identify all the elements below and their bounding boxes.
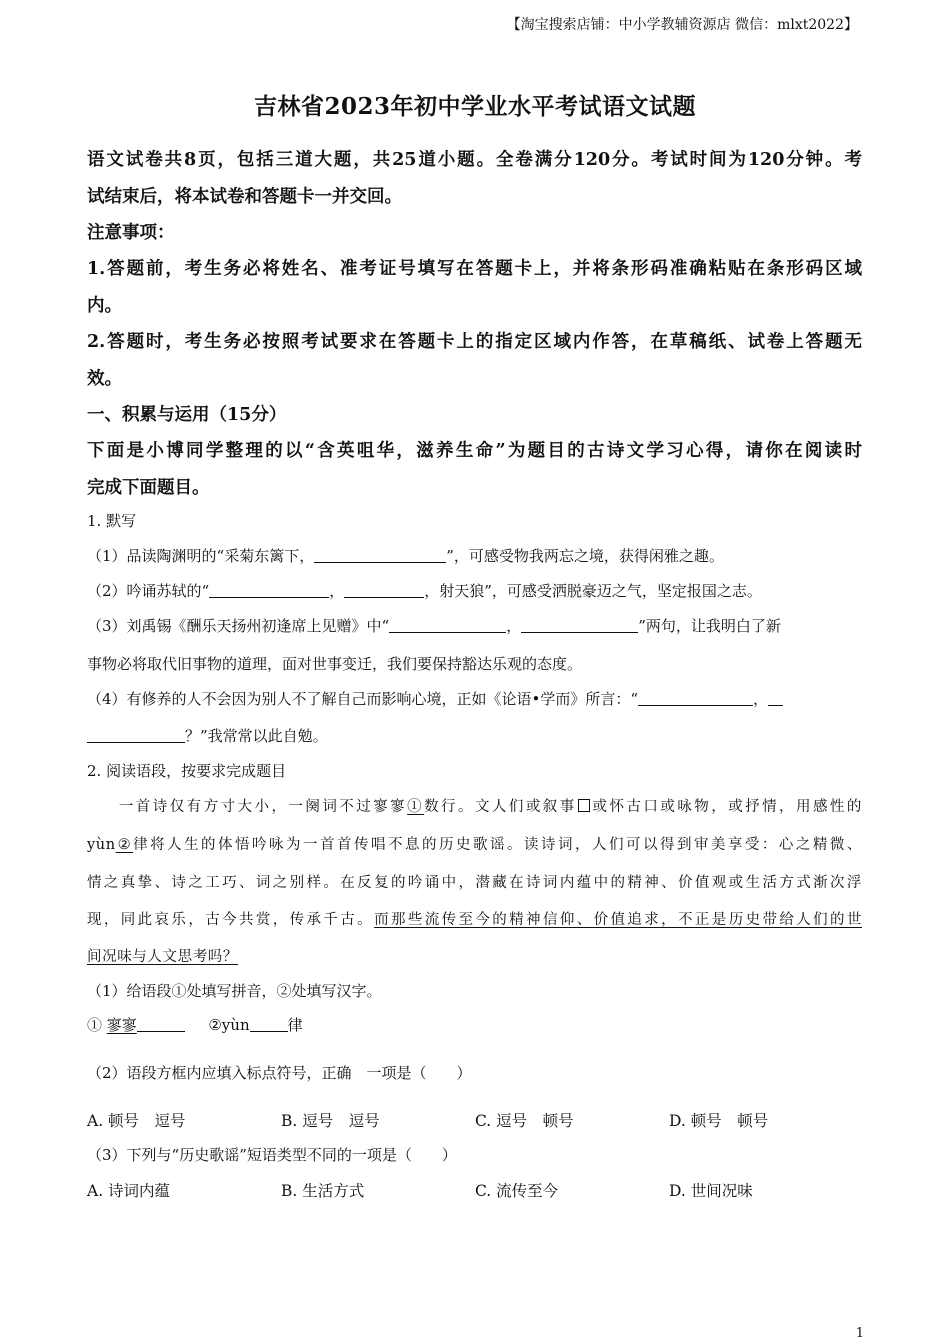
answer-1-word: 寥寥 xyxy=(106,1016,137,1034)
q1-sub4-blank-2b[interactable] xyxy=(87,727,185,743)
section-1-heading: 一、积累与运用（15分） xyxy=(87,405,287,425)
q1-heading: 1. 默写 xyxy=(87,512,137,530)
note-2-line-1: 2.答题时，考生务必按照考试要求在答题卡上的指定区域内作答，在草稿纸、试卷上答题无 xyxy=(87,332,862,352)
q1-sub4-pre: （4）有修养的人不会因为别人不了解自己而影响心境，正如《论语•学而》所言：“ xyxy=(87,690,639,708)
note-1-line-2: 内。 xyxy=(87,296,122,316)
q2-sub2-option-d[interactable]: D. 顿号 顿号 xyxy=(669,1112,769,1130)
q1-sub2-blank-2[interactable] xyxy=(344,582,424,598)
answer-1-label: ① xyxy=(87,1016,107,1034)
q1-sub1-post: ”，可感受物我两忘之境，获得闲雅之趣。 xyxy=(446,547,724,565)
q1-sub1-blank[interactable] xyxy=(314,547,446,563)
q2-sub2-option-b[interactable]: B. 逗号 逗号 xyxy=(281,1112,380,1130)
q2-sub3: （3）下列与“历史歌谣”短语类型不同的一项是（ ） xyxy=(87,1146,457,1164)
passage-pinyin: yùn xyxy=(87,837,116,853)
q2-sub1-answers xyxy=(87,1014,862,1035)
passage-text: 数行。文人们或叙事 xyxy=(424,799,577,815)
q2-sub3-option-a[interactable]: A. 诗词内蕴 xyxy=(87,1182,171,1200)
answer-2-label: ②yùn xyxy=(208,1016,250,1034)
q2-sub2: （2）语段方框内应填入标点符号，正确 一项是（ ） xyxy=(87,1064,472,1082)
passage-text: 律将人生的体悟吟咏为一首首传唱不息的历史歌谣。读诗词，人们可以得到审美享受：心之精微、 xyxy=(133,837,863,853)
intro-line-1: 语文试卷共8页，包括三道大题，共25道小题。全卷满分120分。考试时间为120分钟。考 xyxy=(87,150,862,170)
q1-sub4-sep: ， xyxy=(753,690,769,708)
q1-sub1 xyxy=(87,545,862,566)
answer-2-blank[interactable] xyxy=(250,1016,288,1032)
q1-sub4 xyxy=(87,688,862,709)
q1-sub2-blank-1[interactable] xyxy=(209,582,329,598)
note-1-line-1: 1.答题前，考生务必将姓名、准考证号填写在答题卡上，并将条形码准确粘贴在条形码区域 xyxy=(87,259,862,279)
intro-line-2: 试结束后，将本试卷和答题卡一并交回。 xyxy=(87,187,402,207)
q1-sub4-post: ？”我常常以此自勉。 xyxy=(185,727,328,745)
q1-sub3-blank-1[interactable] xyxy=(389,617,506,633)
page-number: 1 xyxy=(855,1326,864,1341)
q1-sub3-line-2: 事物必将取代旧事物的道理，面对世事变迁，我们要保持豁达乐观的态度。 xyxy=(87,655,583,673)
notes-heading: 注意事项： xyxy=(87,223,175,243)
exam-title: 吉林省2023年初中学业水平考试语文试题 xyxy=(253,93,696,120)
answer-1-blank[interactable] xyxy=(137,1016,185,1032)
marker-2: ② xyxy=(115,837,134,853)
q2-sub2-option-a[interactable]: A. 顿号 逗号 xyxy=(87,1112,186,1130)
answer-2-suffix: 律 xyxy=(287,1016,303,1034)
marker-1: ① xyxy=(407,799,425,815)
q1-sub2-pre: （2）吟诵苏轼的“ xyxy=(87,582,210,600)
q2-sub3-option-d[interactable]: D. 世间况味 xyxy=(669,1182,753,1200)
q1-sub4-line-2 xyxy=(87,725,862,746)
q2-sub2-option-c[interactable]: C. 逗号 顿号 xyxy=(475,1112,574,1130)
passage-text: 现，同此哀乐，古今共赏，传承千古。 xyxy=(87,912,375,928)
passage-text: 一首诗仅有方寸大小，一阕词不过寥寥 xyxy=(117,799,408,815)
passage-line-1 xyxy=(87,795,862,816)
q1-sub2 xyxy=(87,580,862,601)
passage-line-2 xyxy=(87,833,862,854)
q1-sub3-pre: （3）刘禹锡《酬乐天扬州初逢席上见赠》中“ xyxy=(87,617,390,635)
passage-text: 或怀古口或咏物，或抒情，用感性的 xyxy=(590,799,862,815)
header-note: 【淘宝搜索店铺：中小学教辅资源店 微信：mlxt2022】 xyxy=(506,17,858,33)
passage-line-5 xyxy=(87,945,862,966)
q2-sub1: （1）给语段①处填写拼音，②处填写汉字。 xyxy=(87,982,382,1000)
q1-sub3-blank-2[interactable] xyxy=(521,617,638,633)
q1-sub2-post: ，射天狼”，可感受洒脱豪迈之气，坚定报国之志。 xyxy=(424,582,762,600)
passage-line-4 xyxy=(87,908,862,929)
note-2-line-2: 效。 xyxy=(87,369,122,389)
lead-line-2: 完成下面题目。 xyxy=(87,478,210,498)
punctuation-box[interactable] xyxy=(578,799,590,812)
q2-heading: 2. 阅读语段，按要求完成题目 xyxy=(87,762,287,780)
q2-sub3-option-b[interactable]: B. 生活方式 xyxy=(281,1182,365,1200)
q1-sub4-blank-2a[interactable] xyxy=(768,690,783,706)
q1-sub1-pre: （1）品读陶渊明的“采菊东篱下， xyxy=(87,547,315,565)
q1-sub3-post: ”两句，让我明白了新 xyxy=(638,617,781,635)
q1-sub4-blank-1[interactable] xyxy=(638,690,753,706)
passage-line-3: 情之真挚、诗之工巧、词之别样。在反复的吟诵中，潜藏在诗词内蕴中的精神、价值观或生活方式渐次浮 xyxy=(87,875,862,891)
passage-underlined: 而那些流传至今的精神信仰、价值追求，不正是历史带给人们的世 xyxy=(374,912,862,928)
q1-sub2-sep: ， xyxy=(329,582,345,600)
q1-sub3-sep: ， xyxy=(506,617,522,635)
passage-underlined: 间况味与人文思考吗？ xyxy=(87,949,238,965)
lead-line-1: 下面是小博同学整理的以“含英咀华，滋养生命”为题目的古诗文学习心得，请你在阅读时 xyxy=(87,441,862,461)
q2-sub3-option-c[interactable]: C. 流传至今 xyxy=(475,1182,559,1200)
q1-sub3 xyxy=(87,615,862,636)
